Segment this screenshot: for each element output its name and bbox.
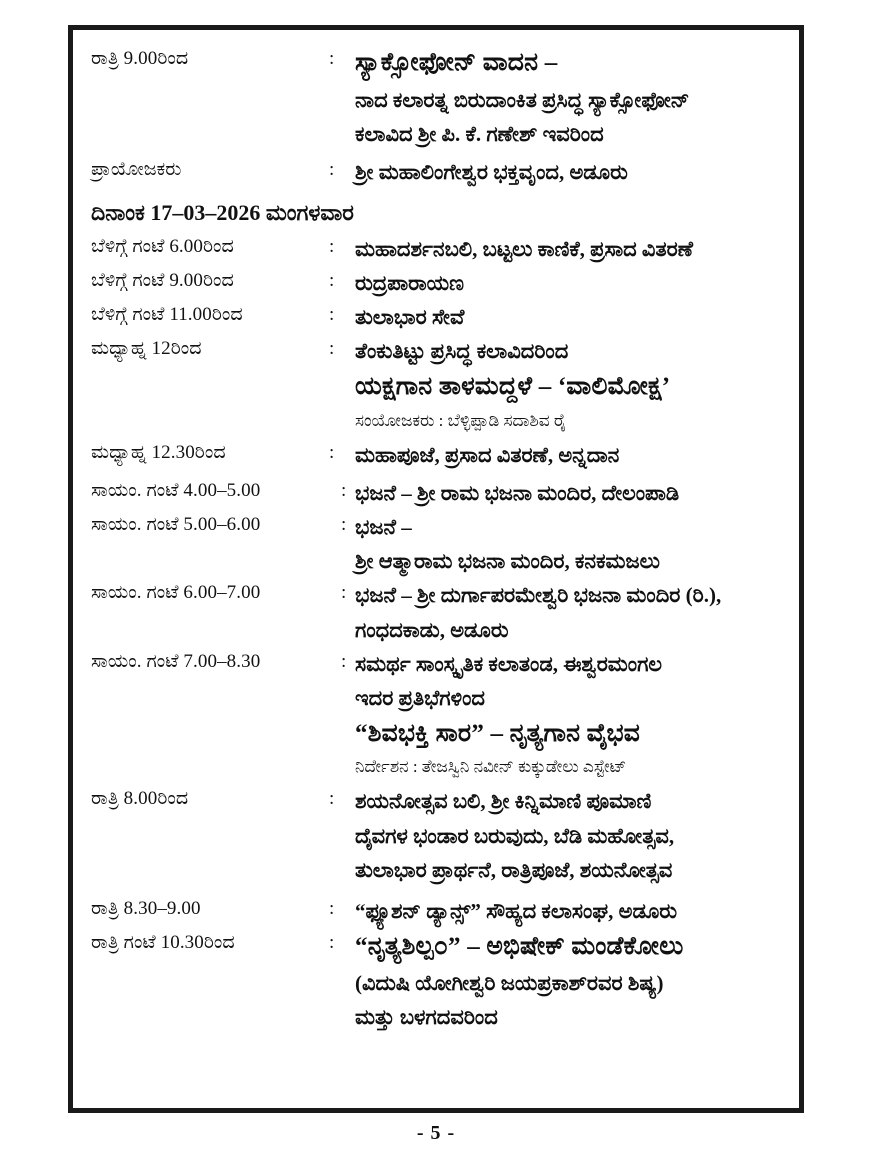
row-detail <box>355 300 783 334</box>
row-detail-line: ಯಕ್ಷಗಾನ ತಾಳಮದ್ದಳೆ – ‘ವಾಲಿಮೋಕ್ಷ’ <box>355 373 671 401</box>
row-time: ಬೆಳಿಗ್ಗೆ ಗಂಟೆ 11.00ರಿಂದ <box>91 304 243 326</box>
row-detail <box>355 438 783 472</box>
table-row <box>91 266 783 300</box>
row-colon: : <box>329 304 335 326</box>
date-banner: ದಿನಾಂಕ 17–03–2026 ಮಂಗಳವಾರ <box>91 199 354 225</box>
row-time: ಸಾಯಂ. ಗಂಟೆ 4.00–5.00 <box>91 480 261 502</box>
row-time: ಮಧ್ಯಾಹ್ನ 12.30ರಿಂದ <box>91 442 226 464</box>
row-detail-line: ತುಲಾಭಾರ ಸೇವೆ <box>355 305 465 330</box>
row-detail <box>355 155 783 189</box>
row-detail-line: ಭಜನೆ – ಶ್ರೀ ರಾಮ ಭಜನಾ ಮಂದಿರ, ದೇಲಂಪಾಡಿ <box>355 481 680 506</box>
row-detail-line: ಸಮರ್ಥ ಸಾಂಸ್ಕೃತಿಕ ಕಲಾತಂಡ, ಈಶ್ವರಮಂಗಲ <box>355 651 663 676</box>
table-row <box>91 928 783 1035</box>
row-colon: : <box>329 338 335 360</box>
page-number: - 5 - <box>416 1122 456 1144</box>
row-time: ರಾತ್ರಿ 8.00ರಿಂದ <box>91 788 189 810</box>
row-detail-line: ಭಜನೆ – ಶ್ರೀ ದುರ್ಗಾಪರಮೇಶ್ವರಿ ಭಜನಾ ಮಂದಿರ (ರಿ.), <box>355 583 722 608</box>
row-detail-line: ಮಹಾದರ್ಶನಬಲಿ, ಬಟ್ಟಲು ಕಾಣಿಕೆ, ಪ್ರಸಾದ ವಿತರಣೆ <box>355 237 693 262</box>
row-time: ರಾತ್ರಿ 9.00ರಿಂದ <box>91 48 189 69</box>
row-detail <box>355 784 783 886</box>
row-detail-line: ತುಲಾಭಾರ ಪ್ರಾರ್ಥನೆ, ರಾತ್ರಿಪೂಜೆ, ಶಯನೋತ್ಸವ <box>355 857 673 882</box>
row-colon: : <box>329 442 335 464</box>
schedule-block-day <box>91 232 783 1034</box>
table-row <box>91 894 783 928</box>
programme-frame <box>68 25 804 1113</box>
row-colon: : <box>329 270 335 292</box>
row-detail <box>355 510 783 578</box>
row-detail-line: ಗಂಧದಕಾಡು, ಅಡೂರು <box>355 617 509 642</box>
row-gap <box>91 887 783 894</box>
row-detail-line: ಮಹಾಪೂಜೆ, ಪ್ರಸಾದ ವಿತರಣೆ, ಅನ್ನದಾನ <box>355 443 620 468</box>
row-detail-line: “ಶಿವಭಕ್ತಿ ಸಾರ” – ನೃತ್ಯಗಾನ ವೈಭವ <box>355 719 641 747</box>
row-time: ಮಧ್ಯಾಹ್ನ 12ರಿಂದ <box>91 338 202 360</box>
row-detail-line: ಕಲಾವಿದ ಶ್ರೀ ಪಿ. ಕೆ. ಗಣೇಶ್ ಇವರಿಂದ <box>355 121 604 146</box>
row-detail <box>355 928 783 1035</box>
row-detail <box>355 476 783 510</box>
row-detail-line: ಶಯನೋತ್ಸವ ಬಲಿ, ಶ್ರೀ ಕಿನ್ನಿಮಾಣಿ ಪೂಮಾಣಿ <box>355 789 652 814</box>
row-detail-line: ಶ್ರೀ ಮಹಾಲಿಂಗೇಶ್ವರ ಭಕ್ತವೃಂದ, ಅಡೂರು <box>355 159 628 184</box>
programme-content <box>73 30 799 1108</box>
row-detail-line: ರುದ್ರಪಾರಾಯಣ <box>355 271 465 296</box>
row-detail-line: (ವಿದುಷಿ ಯೋಗೀಶ್ವರಿ ಜಯಪ್ರಕಾಶ್‌ರವರ ಶಿಷ್ಯ) <box>355 971 664 996</box>
table-row <box>91 44 783 151</box>
row-time: ಸಾಯಂ. ಗಂಟೆ 6.00–7.00 <box>91 582 261 604</box>
row-colon: : <box>329 236 335 258</box>
table-row <box>91 155 783 189</box>
row-colon: : <box>341 480 347 502</box>
row-detail-note: ನಿರ್ದೇಶನ : ತೇಜಸ್ವಿನಿ ನವೀನ್ ಕುಕ್ಕುಡೇಲು ಎಸ್ಟೇಟ್ <box>355 757 627 777</box>
row-detail <box>355 232 783 266</box>
table-row <box>91 232 783 266</box>
table-row <box>91 510 783 578</box>
row-colon: : <box>329 931 335 953</box>
table-row <box>91 578 783 646</box>
row-detail <box>355 334 783 434</box>
row-detail-line: ಇದರ ಪ್ರತಿಭೆಗಳಿಂದ <box>355 685 485 710</box>
row-time: ರಾತ್ರಿ 8.30–9.00 <box>91 897 201 919</box>
schedule-block-pre-date <box>91 44 783 189</box>
table-row <box>91 476 783 510</box>
table-row <box>91 438 783 472</box>
row-detail-line: ಶ್ರೀ ಆತ್ಮಾರಾಮ ಭಜನಾ ಮಂದಿರ, ಕನಕಮಜಲು <box>355 549 660 574</box>
row-colon: : <box>329 158 335 180</box>
row-detail-line: ಭಜನೆ – <box>355 515 412 540</box>
row-detail-line: ಮತ್ತು ಬಳಗದವರಿಂದ <box>355 1005 498 1030</box>
row-detail <box>355 894 783 928</box>
row-detail-line: ಸ್ಯಾಕ್ಸೋಫೋನ್ ವಾದನ – <box>355 49 558 76</box>
row-time: ಬೆಳಿಗ್ಗೆ ಗಂಟೆ 9.00ರಿಂದ <box>91 270 234 292</box>
row-detail <box>355 266 783 300</box>
row-colon: : <box>341 514 347 536</box>
row-detail <box>355 647 783 781</box>
row-detail <box>355 578 783 646</box>
row-colon: : <box>329 788 335 810</box>
row-time: ಸಾಯಂ. ಗಂಟೆ 5.00–6.00 <box>91 514 261 536</box>
table-row <box>91 647 783 781</box>
row-detail-line: “ನೃತ್ಯಶಿಲ್ಪ೦” – ಅಭಿಷೇಕ್ ಮಂಡೆಕೋಲು <box>355 932 684 960</box>
row-time: ಸಾಯಂ. ಗಂಟೆ 7.00–8.30 <box>91 650 261 672</box>
row-colon: : <box>341 582 347 604</box>
row-time: ರಾತ್ರಿ ಗಂಟೆ 10.30ರಿಂದ <box>91 931 235 953</box>
row-time: ಬೆಳಿಗ್ಗೆ ಗಂಟೆ 6.00ರಿಂದ <box>91 236 234 258</box>
table-row <box>91 784 783 886</box>
row-detail-note: ಸಂಯೋಜಕರು : ಬೆಳ್ಳಿಪ್ಪಾಡಿ ಸದಾಶಿವ ರೈ <box>355 411 567 431</box>
row-detail <box>355 44 783 151</box>
row-time: ಪ್ರಾಯೋಜಕರು <box>91 158 182 180</box>
row-colon: : <box>341 650 347 672</box>
row-colon: : <box>329 897 335 919</box>
row-detail-line: ನಾದ ಕಲಾರತ್ನ ಬಿರುದಾಂಕಿತ ಪ್ರಸಿದ್ಧ ಸ್ಯಾಕ್ಸೋಫೋನ್ <box>355 87 690 112</box>
table-row <box>91 300 783 334</box>
row-detail-line: “ಫ್ಯೂಶನ್ ಡ್ಯಾನ್ಸ್” ಸೌಹ್ಯದ ಕಲಾಸಂಘ, ಅಡೂರು <box>355 898 678 923</box>
row-colon: : <box>329 48 335 69</box>
row-detail-line: ದೈವಗಳ ಭಂಡಾರ ಬರುವುದು, ಬೆಡಿ ಮಹೋತ್ಸವ, <box>355 823 675 848</box>
table-row <box>91 334 783 434</box>
row-detail-line: ತೆಂಕುತಿಟ್ಟು ಪ್ರಸಿದ್ಧ ಕಲಾವಿದರಿಂದ <box>355 339 569 364</box>
